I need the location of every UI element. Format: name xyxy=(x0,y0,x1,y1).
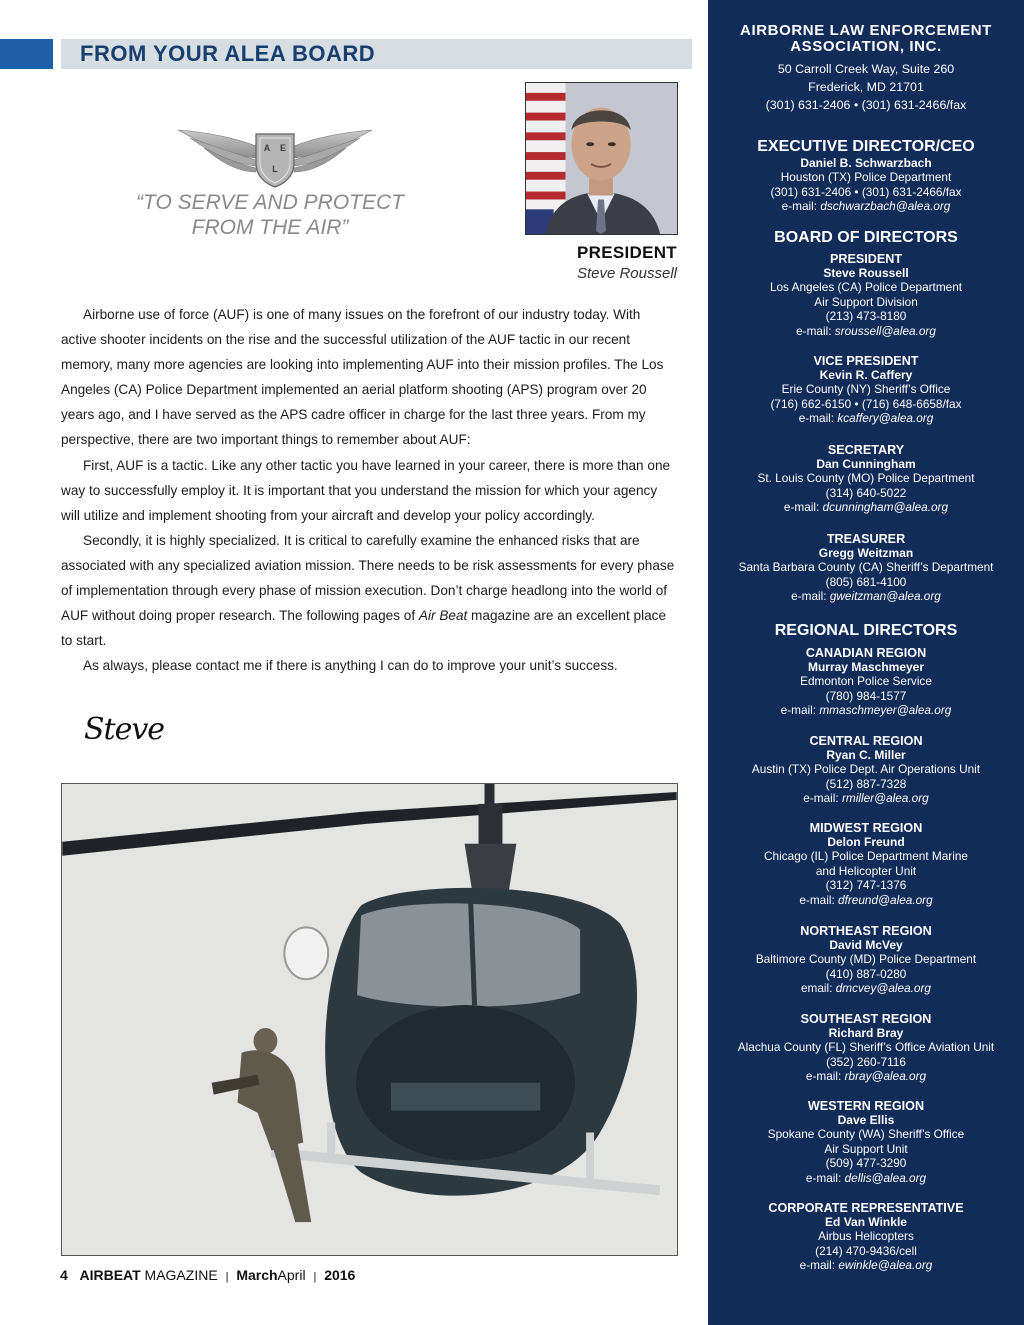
contact-detail: (410) 887-0280 xyxy=(825,966,907,981)
region-title: NORTHEAST REGION xyxy=(800,924,932,938)
page-number: 4 xyxy=(60,1267,68,1283)
header-accent-bar xyxy=(0,39,53,69)
contact-detail: Austin (TX) Police Dept. Air Operations Unit xyxy=(751,762,981,776)
motto-line-2: FROM THE AIR” xyxy=(191,216,349,239)
footer-year: 2016 xyxy=(324,1267,356,1283)
email-link[interactable]: mmaschmeyer@alea.org xyxy=(819,703,952,717)
position-title: TREASURER xyxy=(826,532,906,546)
board-member-treasurer xyxy=(708,532,1024,604)
contact-detail: (805) 681-4100 xyxy=(825,574,907,589)
corporate-representative xyxy=(708,1201,1024,1273)
contact-email: e-mail: rbray@alea.org xyxy=(805,1069,927,1083)
email-link[interactable]: rbray@alea.org xyxy=(844,1069,927,1083)
article-paragraph: As always, please contact me if there is anything I can do to improve your unit’s success. xyxy=(83,658,618,674)
footer-month-primary: March xyxy=(236,1267,278,1283)
alea-wings-logo xyxy=(176,124,374,188)
motto xyxy=(120,190,420,240)
email-link[interactable]: dellis@alea.org xyxy=(844,1170,927,1185)
contact-name: Kevin R. Caffery xyxy=(819,368,913,382)
region-title: SOUTHEAST REGION xyxy=(800,1012,932,1026)
exec-heading: EXECUTIVE DIRECTOR/CEO xyxy=(757,138,975,155)
region-title: CORPORATE REPRESENTATIVE xyxy=(768,1201,964,1215)
contact-name: David McVey xyxy=(829,938,903,952)
contact-detail: Airbus Helicopters xyxy=(818,1229,914,1243)
contact-detail: Erie County (NY) Sheriff’s Office xyxy=(781,382,951,396)
magazine-title: Air Beat xyxy=(418,608,468,624)
contact-detail: (352) 260-7116 xyxy=(826,1054,906,1069)
contact-name: Richard Bray xyxy=(828,1026,904,1040)
contact-detail: (780) 984-1577 xyxy=(825,688,907,703)
logo-letter-e: E xyxy=(279,143,287,153)
contact-detail: (509) 477-3290 xyxy=(825,1156,907,1170)
board-member-vice-president xyxy=(708,354,1024,426)
email-link[interactable]: ewinkle@alea.org xyxy=(838,1258,933,1272)
email-link[interactable]: dfreund@alea.org xyxy=(838,892,933,907)
article-paragraph: First, AUF is a tactic. Like any other tactic you have learned in your career, there is more than one way to successfully employ it. It is important that you understand the mission for which your agency will utilize and implement shooting from your aircraft and develop your policy accordingly. xyxy=(61,457,671,523)
contact-name: Dan Cunningham xyxy=(816,457,916,471)
email-link[interactable]: gweitzman@alea.org xyxy=(829,589,941,603)
board-member-president xyxy=(708,252,1024,338)
contact-email: e-mail: dellis@alea.org xyxy=(805,1170,927,1185)
exec-contact xyxy=(708,156,1024,214)
org-name-line-2: ASSOCIATION, INC. xyxy=(790,38,942,55)
contact-email: e-mail: dcunningham@alea.org xyxy=(783,500,949,514)
contact-email: e-mail: rmiller@alea.org xyxy=(803,791,929,805)
contact-detail: Chicago (IL) Police Department Marine xyxy=(764,849,968,863)
footer-magazine: MAGAZINE xyxy=(144,1267,218,1283)
contact-detail: (213) 473-8180 xyxy=(825,309,907,323)
region-southeast xyxy=(708,1012,1024,1084)
contact-detail: Air Support Unit xyxy=(824,1141,908,1156)
regional-heading: REGIONAL DIRECTORS xyxy=(774,622,958,639)
position-title: VICE PRESIDENT xyxy=(813,354,919,368)
contact-name: Delon Freund xyxy=(827,835,905,849)
article-body xyxy=(61,302,679,678)
contact-detail: (314) 640-5022 xyxy=(825,485,907,500)
contact-name: Ryan C. Miller xyxy=(826,748,906,762)
contact-email: e-mail: gweitzman@alea.org xyxy=(791,589,941,603)
contact-name: Gregg Weitzman xyxy=(818,546,914,560)
contact-sidebar xyxy=(708,0,1024,1325)
paragraph-text: Secondly, it is highly specialized. It is critical to carefully examine the enhanced risks that are associated with any specialized aviation mission. There needs to be risk assessments for every phase of implementation through every phase of mission execution. Don’t charge headlong into the world of AUF without doing proper research. The following pages of xyxy=(61,532,675,624)
footer-separator: | xyxy=(225,1271,229,1283)
region-title: MIDWEST REGION xyxy=(809,821,923,835)
contact-email: e-mail: dfreund@alea.org xyxy=(799,892,933,907)
contact-email: e-mail: dschwarzbach@alea.org xyxy=(781,199,951,213)
contact-email: e-mail: ewinkle@alea.org xyxy=(799,1258,933,1272)
contact-name: Murray Maschmeyer xyxy=(807,660,925,674)
article-paragraph: Airborne use of force (AUF) is one of many issues on the forefront of our industry today. With active shooter incidents on the rise and the successful utilization of the AUF tactic in our recent memory, many more agencies are looking into implementing AUF into their mission profiles. The Los Angeles (CA) Police Department implemented an aerial platform shooting (APS) program over 20 years ago, and I have served as the APS cadre officer in charge for the last three years. From my perspective, there are two important things to remember about AUF: xyxy=(61,307,664,448)
contact-name: Daniel B. Schwarzbach xyxy=(800,156,932,170)
contact-detail: Edmonton Police Service xyxy=(800,674,932,688)
contact-email: e-mail: sroussell@alea.org xyxy=(796,323,936,338)
contact-phone: (301) 631-2406 • (301) 631-2466/fax xyxy=(770,184,962,199)
byline-role: PRESIDENT xyxy=(577,243,677,262)
contact-email: e-mail: kcaffery@alea.org xyxy=(798,411,934,425)
contact-org: Houston (TX) Police Department xyxy=(780,170,952,184)
org-address-line-2: Frederick, MD 21701 xyxy=(808,80,924,94)
helicopter-photo xyxy=(61,783,678,1256)
contact-detail: (312) 747-1376 xyxy=(825,878,907,892)
contact-detail: St. Louis County (MO) Police Department xyxy=(757,471,975,485)
board-heading: BOARD OF DIRECTORS xyxy=(774,229,958,246)
position-title: PRESIDENT xyxy=(829,252,903,266)
email-link[interactable]: sroussell@alea.org xyxy=(834,323,936,338)
footer-separator: | xyxy=(313,1271,317,1283)
logo-letter-a: A xyxy=(263,143,271,153)
org-phone: (301) 631-2406 • (301) 631-2466/fax xyxy=(765,98,967,112)
contact-detail: Santa Barbara County (CA) Sheriff’s Department xyxy=(738,560,994,574)
org-address-line-1: 50 Carroll Creek Way, Suite 260 xyxy=(777,62,955,76)
contact-detail: Baltimore County (MD) Police Department xyxy=(755,952,977,966)
region-title: CENTRAL REGION xyxy=(809,734,923,748)
region-midwest xyxy=(708,821,1024,907)
email-link[interactable]: dmcvey@alea.org xyxy=(835,981,931,995)
section-header xyxy=(61,39,692,69)
logo-letter-l: L xyxy=(272,164,278,174)
contact-name: Steve Roussell xyxy=(823,266,909,280)
position-title: SECRETARY xyxy=(827,443,905,457)
article-paragraph xyxy=(61,528,679,653)
contact-email: e-mail: mmaschmeyer@alea.org xyxy=(780,703,952,717)
email-link[interactable]: dcunningham@alea.org xyxy=(822,500,949,514)
email-link[interactable]: dschwarzbach@alea.org xyxy=(820,199,951,213)
contact-detail: Los Angeles (CA) Police Department xyxy=(769,280,963,294)
region-western xyxy=(708,1099,1024,1185)
paragraph-text: magazine are an excellent place to start. xyxy=(61,608,667,649)
contact-detail: Alachua County (FL) Sheriff’s Office Aviation Unit xyxy=(737,1040,995,1054)
contact-name: Dave Ellis xyxy=(837,1113,895,1127)
contact-email: email: dmcvey@alea.org xyxy=(800,981,931,995)
board-member-secretary xyxy=(708,443,1024,515)
contact-detail: (214) 470-9436/cell xyxy=(815,1243,917,1258)
contact-detail: (512) 887-7328 xyxy=(825,776,907,791)
section-title: FROM YOUR ALEA BOARD xyxy=(80,41,376,66)
president-portrait xyxy=(525,82,678,235)
contact-detail: and Helicopter Unit xyxy=(815,863,917,878)
region-northeast xyxy=(708,924,1024,996)
footer-month-secondary: April xyxy=(277,1267,306,1283)
email-link[interactable]: rmiller@alea.org xyxy=(841,791,929,805)
org-name xyxy=(708,23,1024,55)
page-footer xyxy=(60,1267,355,1283)
org-name-line-1: AIRBORNE LAW ENFORCEMENT xyxy=(740,22,992,39)
byline-name: Steve Roussell xyxy=(576,265,677,282)
region-central xyxy=(708,734,1024,806)
contact-detail: Spokane County (WA) Sheriff’s Office xyxy=(767,1127,965,1141)
email-link[interactable]: kcaffery@alea.org xyxy=(837,411,934,425)
region-title: WESTERN REGION xyxy=(807,1099,925,1113)
signature: Steve xyxy=(84,712,165,747)
contact-detail: (716) 662-6150 • (716) 648-6658/fax xyxy=(770,396,962,411)
footer-brand: AIRBEAT xyxy=(79,1267,141,1283)
region-title: CANADIAN REGION xyxy=(805,646,927,660)
contact-detail: Air Support Division xyxy=(814,294,918,309)
region-canadian xyxy=(708,646,1024,718)
motto-line-1: “TO SERVE AND PROTECT xyxy=(136,191,404,214)
contact-name: Ed Van Winkle xyxy=(825,1215,907,1229)
